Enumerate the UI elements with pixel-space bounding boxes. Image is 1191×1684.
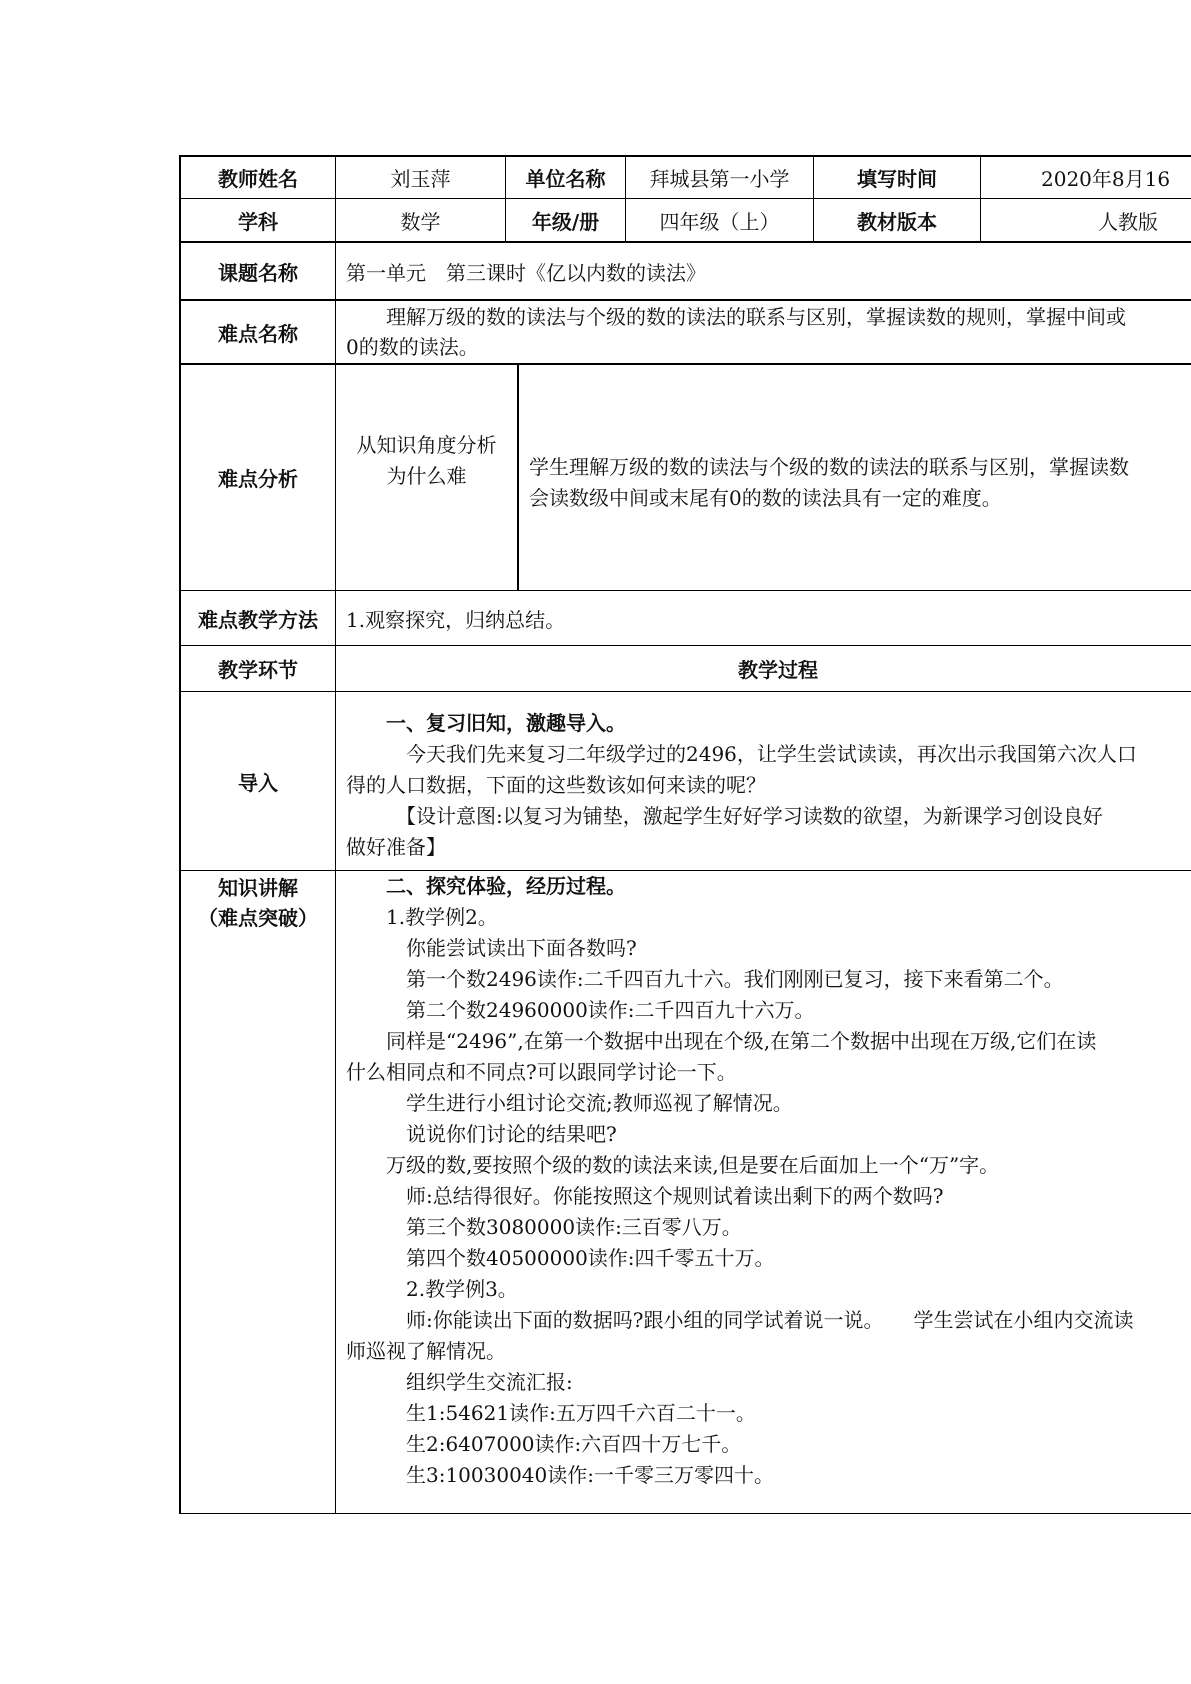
knowledge-line: 组织学生交流汇报: bbox=[346, 1370, 573, 1394]
topic-label: 课题名称 bbox=[181, 243, 336, 301]
knowledge-line: 师:总结得很好。你能按照这个规则试着读出剩下的两个数吗? bbox=[346, 1184, 944, 1208]
knowledge-line: 什么相同点和不同点?可以跟同学讨论一下。 bbox=[346, 1060, 737, 1084]
process-step-label: 教学环节 bbox=[181, 646, 336, 692]
knowledge-line: 万级的数,要按照个级的数的读法来读,但是要在后面加上一个“万”字。 bbox=[346, 1153, 1000, 1177]
analysis-sub-label-line: 为什么难 bbox=[386, 463, 467, 488]
difficulty-text bbox=[336, 301, 1191, 365]
method-label: 难点教学方法 bbox=[181, 591, 336, 646]
knowledge-line: 师:你能读出下面的数据吗?跟小组的同学试着说一说。 学生尝试在小组内交流读 bbox=[346, 1308, 1134, 1332]
intro-line: 今天我们先来复习二年级学过的2496，让学生尝试读读，再次出示我国第六次人口 bbox=[346, 742, 1137, 766]
intro-heading: 一、复习旧知，激趣导入。 bbox=[346, 711, 626, 735]
teacher-name: 刘玉萍 bbox=[336, 157, 506, 199]
subject-label: 学科 bbox=[181, 199, 336, 243]
knowledge-line: 生3:10030040读作:一千零三万零四十。 bbox=[346, 1463, 774, 1487]
knowledge-line: 第四个数40500000读作:四千零五十万。 bbox=[346, 1246, 775, 1270]
analysis-line: 会读数级中间或末尾有0的数的读法具有一定的难度。 bbox=[529, 486, 1002, 510]
method-value: 1.观察探究，归纳总结。 bbox=[336, 591, 1191, 646]
difficulty-label: 难点名称 bbox=[181, 301, 336, 365]
teacher-name-label: 教师姓名 bbox=[181, 157, 336, 199]
fill-time: 2020年8月16 bbox=[981, 157, 1191, 199]
lesson-plan-table bbox=[179, 155, 1191, 1514]
analysis-label: 难点分析 bbox=[181, 365, 336, 591]
knowledge-line: 第一个数2496读作:二千四百九十六。我们刚刚已复习，接下来看第二个。 bbox=[346, 967, 1064, 991]
difficulty-line: 理解万级的数的读法与个级的数的读法的联系与区别，掌握读数的规则，掌握中间或 bbox=[346, 305, 1126, 329]
analysis-sub-label-line: 从知识角度分析 bbox=[356, 432, 497, 457]
analysis-text bbox=[519, 365, 1191, 591]
knowledge-line: 生2:6407000读作:六百四十万七千。 bbox=[346, 1432, 742, 1456]
knowledge-label bbox=[181, 871, 336, 1514]
knowledge-line: 生1:54621读作:五万四千六百二十一。 bbox=[346, 1401, 756, 1425]
analysis-sub-label bbox=[336, 365, 519, 591]
edition-label: 教材版本 bbox=[814, 199, 981, 243]
analysis-line: 学生理解万级的数的读法与个级的数的读法的联系与区别，掌握读数 bbox=[529, 455, 1129, 479]
knowledge-line: 2.教学例3。 bbox=[346, 1277, 518, 1301]
knowledge-line: 学生进行小组讨论交流;教师巡视了解情况。 bbox=[346, 1091, 793, 1115]
difficulty-line: 0的数的读法。 bbox=[346, 335, 479, 359]
grade: 四年级（上） bbox=[626, 199, 814, 243]
knowledge-line: 第三个数3080000读作:三百零八万。 bbox=[346, 1215, 742, 1239]
knowledge-label-line: 知识讲解 bbox=[218, 876, 298, 900]
intro-line: 【设计意图:以复习为铺垫，激起学生好好学习读数的欲望，为新课学习创设良好 bbox=[346, 804, 1103, 828]
intro-line: 做好准备】 bbox=[346, 835, 446, 859]
knowledge-line: 师巡视了解情况。 bbox=[346, 1339, 506, 1363]
intro-line: 得的人口数据，下面的这些数该如何来读的呢？ bbox=[346, 773, 766, 797]
subject: 数学 bbox=[336, 199, 506, 243]
intro-label: 导入 bbox=[181, 692, 336, 871]
knowledge-line: 同样是“2496”,在第一个数据中出现在个级,在第二个数据中出现在万级,它们在读 bbox=[346, 1029, 1097, 1053]
process-title: 教学过程 bbox=[336, 646, 1191, 692]
knowledge-line: 1.教学例2。 bbox=[346, 905, 498, 929]
unit-name: 拜城县第一小学 bbox=[626, 157, 814, 199]
knowledge-line: 说说你们讨论的结果吧? bbox=[346, 1122, 617, 1146]
knowledge-label-line: （难点突破） bbox=[198, 906, 318, 930]
intro-text bbox=[336, 692, 1191, 871]
edition: 人教版 bbox=[981, 199, 1191, 243]
topic-value: 第一单元 第三课时《亿以内数的读法》 bbox=[336, 243, 1191, 301]
knowledge-line: 第二个数24960000读作:二千四百九十六万。 bbox=[346, 998, 815, 1022]
knowledge-heading: 二、探究体验，经历过程。 bbox=[346, 874, 626, 898]
knowledge-text bbox=[336, 871, 1191, 1514]
fill-time-label: 填写时间 bbox=[814, 157, 981, 199]
grade-label: 年级/册 bbox=[506, 199, 626, 243]
unit-name-label: 单位名称 bbox=[506, 157, 626, 199]
knowledge-line: 你能尝试读出下面各数吗? bbox=[346, 936, 637, 960]
